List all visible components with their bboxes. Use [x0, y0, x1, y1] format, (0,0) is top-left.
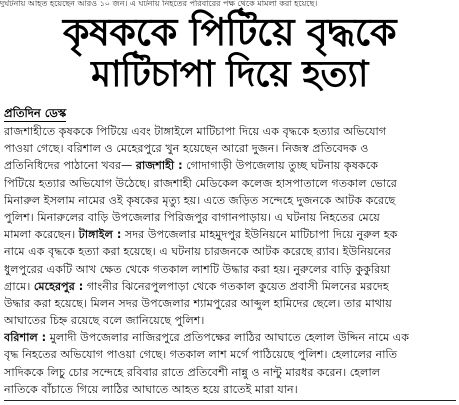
location-label: মেহেরপুর :: [33, 279, 84, 293]
location-label: টাঙ্গাইল :: [78, 228, 122, 242]
text-run: মামলা করেছেন।: [4, 228, 79, 242]
byline-row: [4, 102, 456, 120]
text-line: [4, 243, 456, 260]
text-line: [4, 364, 456, 381]
text-line: [4, 226, 456, 243]
text-run: রাজশাহীতে কৃষককে পিটিয়ে এবং টাঙ্গাইলে মাটিচাপা দিয়ে এক বৃদ্ধকে হত্যার অভিযোগ: [4, 125, 387, 138]
text-line: [4, 123, 456, 140]
text-line: [4, 381, 456, 398]
text-run: প্রতিনিধিদের পাঠানো খবর—: [4, 159, 136, 173]
text-run: সদর উপজেলার মাহমুদপুর ইউনিয়নে মাটিচাপা দিয়ে নুরুল হক: [121, 228, 398, 242]
headline-line-1: কৃষককে পিটিয়ে বৃদ্ধকে: [62, 10, 397, 54]
previous-article-fragment: দুর্ঘটনায় আহত হয়েছেন আরও ১০ জন। এ ঘটনায় নিহতের পরিবারের পক্ষ থেকে মামলা করা হয়েছে।: [0, 0, 318, 7]
text-line: [4, 261, 456, 278]
text-run: পিটিয়ে হত্যার অভিযোগ উঠেছে। রাজশাহী মেডিকেল কলেজ হাসপাতালে গতকাল ভোরে: [4, 176, 397, 190]
desk-label: প্রতিদিন ডেস্ক: [4, 106, 67, 120]
location-label: বরিশাল :: [4, 331, 47, 345]
text-run: উদ্ধার করা হয়েছে। মিলন সদর উপজেলার শ্যামপুরের আব্দুল হামিদের ছেলে। তার মাথায়: [4, 296, 392, 310]
text-line: [4, 192, 456, 209]
paragraph-1: [4, 123, 456, 329]
text-run: নামে এক বৃদ্ধকে হত্যা করা হয়েছে। এ ঘটনায় চারজনকে আটক করেছে র‌্যাব। ইউনিয়নের: [4, 245, 392, 259]
text-line: [4, 346, 456, 363]
text-line: [4, 157, 456, 174]
text-line: [4, 329, 456, 346]
headline-line-2: মাটিচাপা দিয়ে হত্যা: [91, 54, 368, 95]
article-body: [4, 123, 456, 398]
text-line: [4, 312, 456, 329]
text-run: ধুলপুরের একটি আখ ক্ষেত থেকে গতকাল লাশটি উদ্ধার করা হয়। নুরুলের বাড়ি কুকুরিয়া: [4, 262, 391, 276]
text-line: [4, 295, 456, 312]
text-run: পাওয়া গেছে। বরিশাল ও মেহেরপুরে খুন হয়েছেন আরো দুজন। নিজস্ব প্রতিবেদক ও: [4, 142, 369, 156]
text-line: [4, 278, 456, 295]
text-line: [4, 175, 456, 192]
headline: [0, 10, 459, 96]
bottom-rule: [4, 400, 456, 401]
location-label: রাজশাহী :: [135, 159, 183, 173]
text-run: গ্রামে।: [4, 279, 34, 293]
text-run: সাদিককে লিচু চোর সন্দেহে রবিবার রাতে প্রতিবেশী নান্নু ও নান্টু মারধর করেন। হেলাল: [4, 365, 381, 379]
text-run: বৃদ্ধ নিহতের অভিযোগ পাওয়া গেছে। গতকাল লাশ মর্গে পাঠিয়েছে পুলিশ। হেলালের নাতি: [4, 348, 398, 362]
text-run: নাতিকে বাঁচাতে গিয়ে লাঠির আঘাতে আহত হয়ে রাতেই মারা যান।: [4, 382, 298, 396]
text-run: পুলিশ। মিনারুলের বাড়ি উপজেলার পিরিজপুর বাগানপাড়ায়। এ ঘটনায় নিহতের মেয়ে: [4, 210, 380, 224]
text-run: গোদাগাড়ী উপজেলায় তুচ্ছ ঘটনায় কৃষককে: [182, 159, 379, 173]
text-line: [4, 209, 456, 226]
text-run: মিনারুল ইসলাম নামের ওই কৃষকের মৃত্যু হয়। এতে জড়িত সন্দেহে দুজনকে আটক করেছে: [4, 193, 396, 207]
text-run: আঘাতের চিহ্ন রয়েছে বলে জানিয়েছে পুলিশ।: [4, 314, 205, 328]
text-line: [4, 140, 456, 157]
paragraph-2: [4, 329, 456, 398]
text-run: মুলাদী উপজেলার নাজিরপুরে প্রতিপক্ষের লাঠির আঘাতে হেলাল উদ্দিন নামে এক: [46, 331, 410, 345]
text-run: গাংনীর ঝিনেরপুলপাড়া থেকে গতকাল কুয়েত প্রবাসী মিলনের মরদেহ: [83, 279, 389, 293]
